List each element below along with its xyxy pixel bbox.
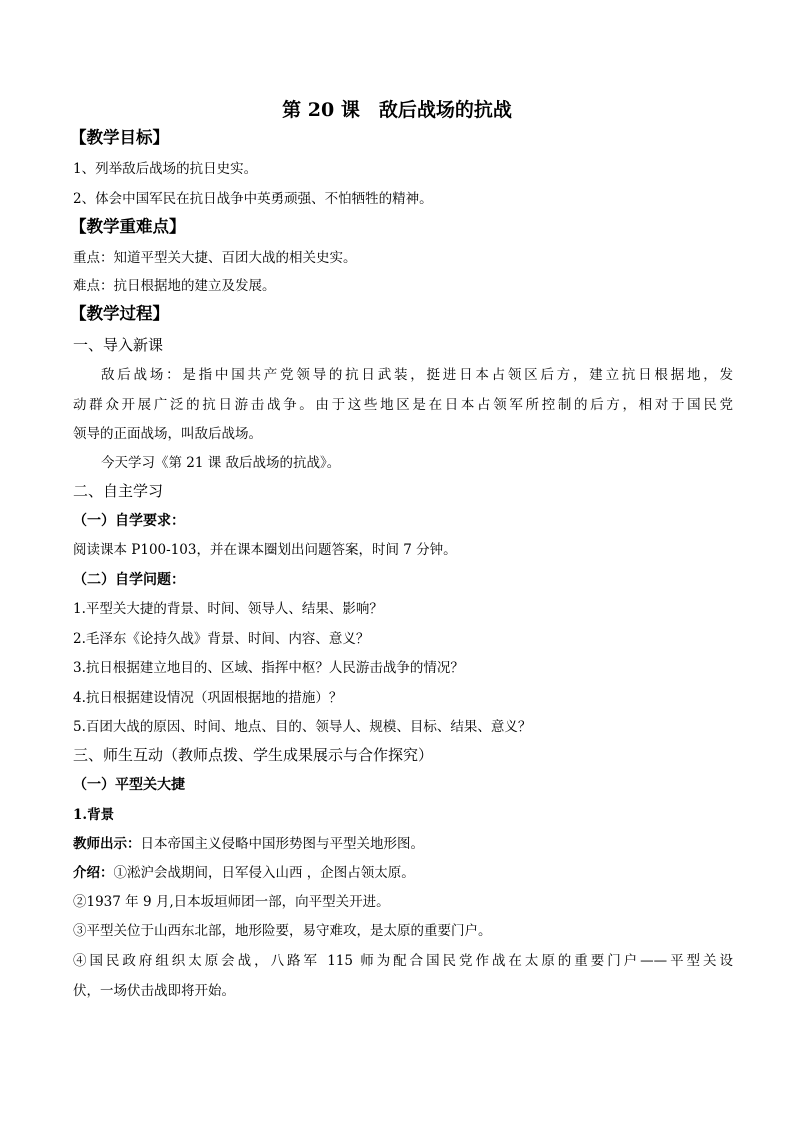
page-title: 第 20 课 敌后战场的抗战 bbox=[282, 99, 512, 121]
introduction bbox=[73, 864, 733, 882]
goals-heading: 【教学目标】 bbox=[70, 128, 169, 147]
introduction-text: ①淞沪会战期间，日军侵入山西 ，企图占领太原。 bbox=[113, 865, 415, 881]
introduction-label: 介绍： bbox=[73, 865, 114, 881]
question-4: 4.抗日根据建设情况（巩固根据地的措施）？ bbox=[73, 690, 343, 706]
goal-item-2: 2、体会中国军民在抗日战争中英勇顽强、不怕牺牲的精神。 bbox=[73, 191, 433, 207]
pingxingguan-heading: （一）平型关大捷 bbox=[73, 777, 185, 793]
teacher-shows-label: 教师出示： bbox=[73, 836, 141, 852]
self-study-heading: 二、自主学习 bbox=[73, 482, 164, 500]
question-3: 3.抗日根据建立地目的、区域、指挥中枢？人民游击战争的情况？ bbox=[73, 660, 464, 676]
question-2: 2.毛泽东《论持久战》背景、时间、内容、意义？ bbox=[73, 631, 370, 647]
intro-heading: 一、导入新课 bbox=[73, 336, 164, 354]
intro-paragraph-line-2: 动群众开展广泛的抗日游击战争。由于这些地区是在日本占领军所控制的后方，相对于国民党 bbox=[73, 397, 733, 413]
process-heading: 【教学过程】 bbox=[70, 304, 169, 323]
today-lesson: 今天学习《第 21 课 敌后战场的抗战》。 bbox=[101, 455, 341, 471]
question-1: 1.平型关大捷的背景、时间、领导人、结果、影响？ bbox=[73, 601, 383, 617]
interaction-heading: 三、师生互动（教师点拨、学生成果展示与合作探究） bbox=[73, 746, 434, 764]
background-heading: 1.背景 bbox=[73, 807, 115, 823]
goal-item-1: 1、列举敌后战场的抗日史实。 bbox=[73, 161, 258, 177]
point-4-line-2: 伏，一场伏击战即将开始。 bbox=[73, 983, 235, 999]
teacher-shows bbox=[73, 835, 733, 853]
self-study-requirement-text: 阅读课本 P100-103，并在课本圈划出问题答案，时间 7 分钟。 bbox=[73, 542, 457, 558]
key-point: 重点：知道平型关大捷、百团大战的相关史实。 bbox=[73, 250, 357, 266]
teacher-shows-text: 日本帝国主义侵略中国形势图与平型关地形图。 bbox=[140, 836, 424, 852]
key-points-heading: 【教学重难点】 bbox=[70, 217, 186, 236]
intro-paragraph-line-1: 敌后战场：是指中国共产党领导的抗日武装，挺进日本占领区后方，建立抗日根据地，发 bbox=[101, 367, 733, 383]
self-study-questions-heading: （二）自学问题： bbox=[73, 572, 185, 588]
question-5: 5.百团大战的原因、时间、地点、目的、领导人、规模、目标、结果、意义？ bbox=[73, 719, 532, 735]
point-4-line-1: ④国民政府组织太原会战，八路军 115 师为配合国民党作战在太原的重要门户——平型关设 bbox=[73, 953, 733, 969]
intro-paragraph-line-3: 领导的正面战场，叫敌后战场。 bbox=[73, 426, 262, 442]
self-study-requirement-heading: （一）自学要求： bbox=[73, 513, 185, 529]
difficult-point: 难点：抗日根据地的建立及发展。 bbox=[73, 278, 276, 294]
point-2: ②1937 年 9 月,日本坂垣师团一部，向平型关开进。 bbox=[73, 894, 390, 910]
point-3: ③平型关位于山西东北部，地形险要，易守难攻，是太原的重要门户。 bbox=[73, 923, 492, 939]
